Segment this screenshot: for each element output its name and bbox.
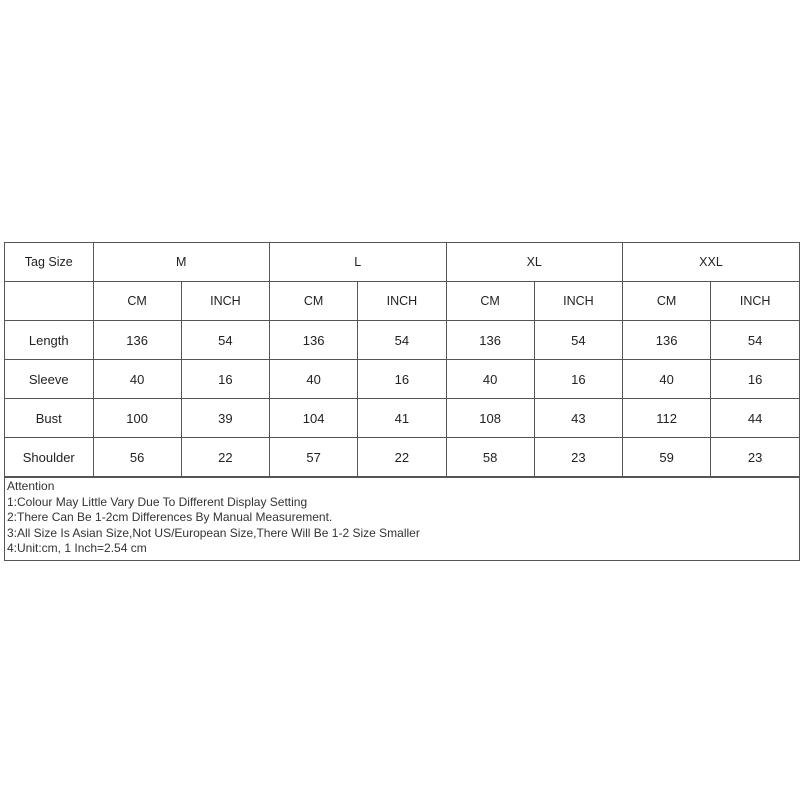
table-cell: 104 [270,399,358,438]
size-xl-header: XL [446,243,623,282]
size-m-header: M [93,243,270,282]
unit-header-row [5,282,799,321]
size-table [5,243,799,477]
unit-cm-header: CM [93,282,181,321]
table-cell: 39 [181,399,269,438]
table-cell: 16 [181,360,269,399]
table-cell: 112 [623,399,711,438]
table-cell: 43 [534,399,622,438]
note-line: 4:Unit:cm, 1 Inch=2.54 cm [7,541,147,555]
note-line: 1:Colour May Little Vary Due To Different Display Setting [7,494,308,509]
unit-inch-header: INCH [711,282,799,321]
table-cell: 54 [358,321,446,360]
table-cell: 59 [623,438,711,477]
table-cell: 136 [270,321,358,360]
table-cell: 56 [93,438,181,477]
unit-inch-header: INCH [181,282,269,321]
attention-notes [5,477,799,560]
unit-inch-header: INCH [358,282,446,321]
row-label-sleeve: Sleeve [5,360,93,399]
table-cell: 54 [534,321,622,360]
table-cell: 54 [181,321,269,360]
size-header-row [5,243,799,282]
table-cell: 40 [270,360,358,399]
table-cell: 16 [534,360,622,399]
table-cell: 108 [446,399,534,438]
empty-corner-cell [5,282,93,321]
table-cell: 44 [711,399,799,438]
table-cell: 23 [711,438,799,477]
unit-cm-header: CM [446,282,534,321]
table-cell: 40 [93,360,181,399]
size-l-header: L [270,243,447,282]
table-cell: 41 [358,399,446,438]
note-line: 3:All Size Is Asian Size,Not US/European Size,There Will Be 1-2 Size Smaller [7,525,420,540]
row-label-shoulder: Shoulder [5,438,93,477]
table-cell: 136 [93,321,181,360]
table-row [5,321,799,360]
row-label-bust: Bust [5,399,93,438]
size-xxl-header: XXL [623,243,800,282]
table-cell: 136 [446,321,534,360]
table-cell: 16 [358,360,446,399]
table-row [5,399,799,438]
notes-title: Attention [7,479,55,493]
table-cell: 22 [181,438,269,477]
table-cell: 40 [446,360,534,399]
table-cell: 22 [358,438,446,477]
table-cell: 23 [534,438,622,477]
tag-size-label: Tag Size [5,243,93,282]
table-cell: 136 [623,321,711,360]
row-label-length: Length [5,321,93,360]
table-cell: 58 [446,438,534,477]
size-chart [4,242,800,561]
note-line: 2:There Can Be 1-2cm Differences By Manual Measurement. [7,510,333,524]
unit-inch-header: INCH [534,282,622,321]
table-cell: 100 [93,399,181,438]
table-cell: 40 [623,360,711,399]
unit-cm-header: CM [270,282,358,321]
table-cell: 16 [711,360,799,399]
table-row [5,438,799,477]
table-cell: 54 [711,321,799,360]
table-cell: 57 [270,438,358,477]
unit-cm-header: CM [623,282,711,321]
table-row [5,360,799,399]
